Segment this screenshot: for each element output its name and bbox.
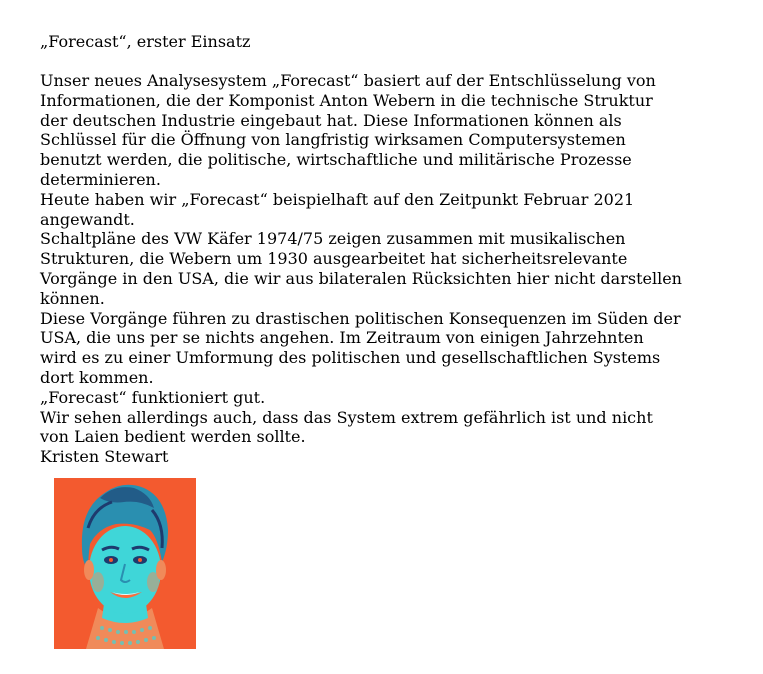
- body-line: Unser neues Analysesystem „Forecast“ basiert auf der Entschlüsselung von: [40, 71, 656, 90]
- body-line: Vorgänge in den USA, die wir aus bilateralen Rücksichten hier nicht darstellen: [40, 268, 682, 288]
- body-line: Schlüssel für die Öffnung von langfristig wirksamen Computersystemen: [40, 130, 626, 150]
- document-body: [40, 71, 740, 467]
- body-line: von Laien bedient werden sollte.: [40, 427, 306, 447]
- body-line: Diese Vorgänge führen zu drastischen politischen Konsequenzen im Süden der: [40, 308, 681, 328]
- body-line: Heute haben wir „Forecast“ beispielhaft auf den Zeitpunkt Februar 2021: [40, 189, 635, 209]
- body-line: determinieren.: [40, 169, 161, 189]
- portrait-image: [54, 478, 196, 649]
- body-line: wird es zu einer Umformung des politischen und gesellschaftlichen Systems: [40, 348, 661, 368]
- body-line: Schaltpläne des VW Käfer 1974/75 zeigen zusammen mit musikalischen: [40, 229, 626, 249]
- body-line: dort kommen.: [40, 367, 154, 387]
- document-title: „Forecast“, erster Einsatz: [40, 32, 251, 51]
- body-line: angewandt.: [40, 209, 135, 229]
- body-line: der deutschen Industrie eingebaut hat. Diese Informationen können als: [40, 110, 622, 130]
- body-line: Informationen, die der Komponist Anton Webern in die technische Struktur: [40, 90, 653, 110]
- body-line: können.: [40, 288, 105, 308]
- body-line: Wir sehen allerdings auch, dass das System extrem gefährlich ist und nicht: [40, 407, 653, 427]
- body-line: Strukturen, die Webern um 1930 ausgearbeitet hat sicherheitsrelevante: [40, 249, 628, 269]
- signature-name: Kristen Stewart: [40, 447, 169, 467]
- body-line: USA, die uns per se nichts angehen. Im Zeitraum von einigen Jahrzehnten: [40, 328, 644, 348]
- body-line: benutzt werden, die politische, wirtschaftliche und militärische Prozesse: [40, 150, 632, 170]
- body-line: „Forecast“ funktioniert gut.: [40, 387, 266, 407]
